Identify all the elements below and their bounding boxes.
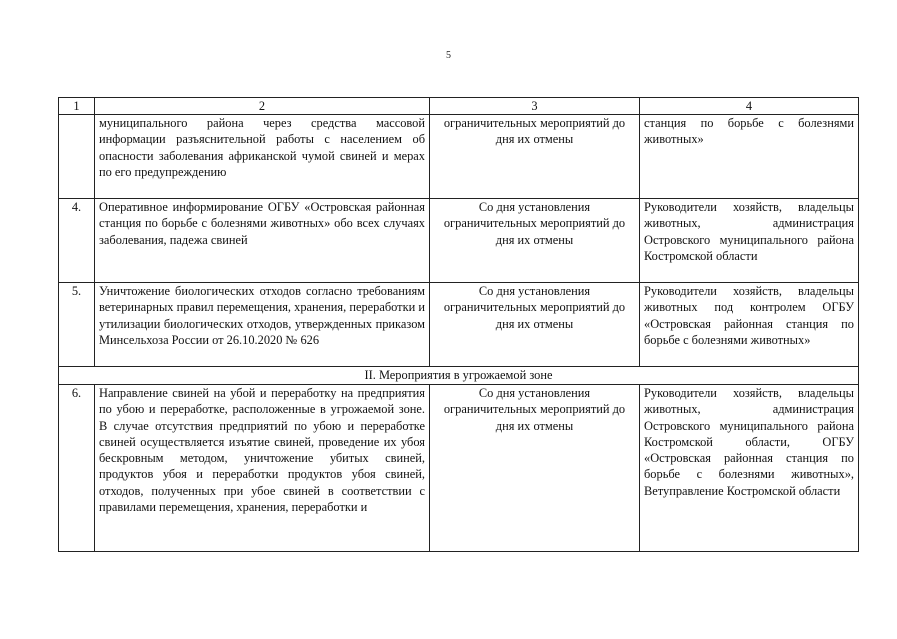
row-number [59, 115, 95, 199]
measure-cell [95, 385, 430, 552]
measure-cell [95, 199, 430, 283]
responsible-text: Руководители хозяйств, владельцы животных под контролем ОГБУ «Островская районная станция по борьбе с болезнями животных» [644, 284, 854, 347]
section-title: II. Мероприятия в угрожаемой зоне [59, 367, 859, 385]
measures-table [58, 97, 859, 552]
responsible-text: станция по борьбе с болезнями животных» [644, 116, 854, 147]
measure-text: Направление свиней на убой и переработку на предприятия по убою и переработке, расположенные в угрожаемой зоне. В случае отсутствия предприятий по убою и переработке свиней осуществляется изъятие свиней, проведение их убоя бескровным методом, уничтожение убитых свиней, продуктов убоя и переработки продуктов убоя свиней, отходов, полученных при убое свиней в соответствии с правилами перемещения, хранения, переработки и [99, 386, 425, 515]
deadline-cell [430, 115, 640, 199]
responsible-cell [640, 115, 859, 199]
header-cell-3: 3 [430, 98, 640, 115]
measure-cell [95, 283, 430, 367]
header-cell-2: 2 [95, 98, 430, 115]
section-row [59, 367, 859, 385]
header-cell-1: 1 [59, 98, 95, 115]
page-number: 5 [446, 50, 451, 61]
header-cell-4: 4 [640, 98, 859, 115]
deadline-cell [430, 385, 640, 552]
responsible-cell [640, 283, 859, 367]
row-number: 5. [59, 283, 95, 367]
table-header-row [59, 98, 859, 115]
table-row [59, 199, 859, 283]
measure-text: Оперативное информирование ОГБУ «Островская районная станция по борьбе с болезнями животных» обо всех случаях заболевания, падежа свиней [99, 200, 425, 247]
row-number: 4. [59, 199, 95, 283]
deadline-text: ограничительных мероприятий до дня их отмены [443, 116, 626, 147]
responsible-cell [640, 385, 859, 552]
measure-cell [95, 115, 430, 199]
table-row [59, 115, 859, 199]
deadline-text: Со дня установления ограничительных мероприятий до дня их отмены [443, 200, 626, 247]
table-row [59, 385, 859, 552]
deadline-text: Со дня установления ограничительных мероприятий до дня их отмены [443, 386, 626, 433]
deadline-cell [430, 283, 640, 367]
table-row [59, 283, 859, 367]
deadline-text: Со дня установления ограничительных мероприятий до дня их отмены [443, 284, 626, 331]
responsible-text: Руководители хозяйств, владельцы животных, администрация Островского муниципального района Костромской области [644, 200, 854, 263]
responsible-cell [640, 199, 859, 283]
measure-text: муниципального района через средства массовой информации разъяснительной работы с населением об опасности заболевания африканской чумой свиней и мерах по его предупреждению [99, 116, 425, 179]
measure-text: Уничтожение биологических отходов согласно требованиям ветеринарных правил перемещения, хранения, переработки и утилизации биологических отходов, утвержденных приказом Минсельхоза России от 26.10.2020 № 626 [99, 284, 425, 347]
row-number: 6. [59, 385, 95, 552]
responsible-text: Руководители хозяйств, владельцы животных, администрация Островского муниципального района Костромской области, ОГБУ «Островская районная станция по борьбе с болезнями животных», Ветуправление Костромской области [644, 386, 854, 498]
deadline-cell [430, 199, 640, 283]
